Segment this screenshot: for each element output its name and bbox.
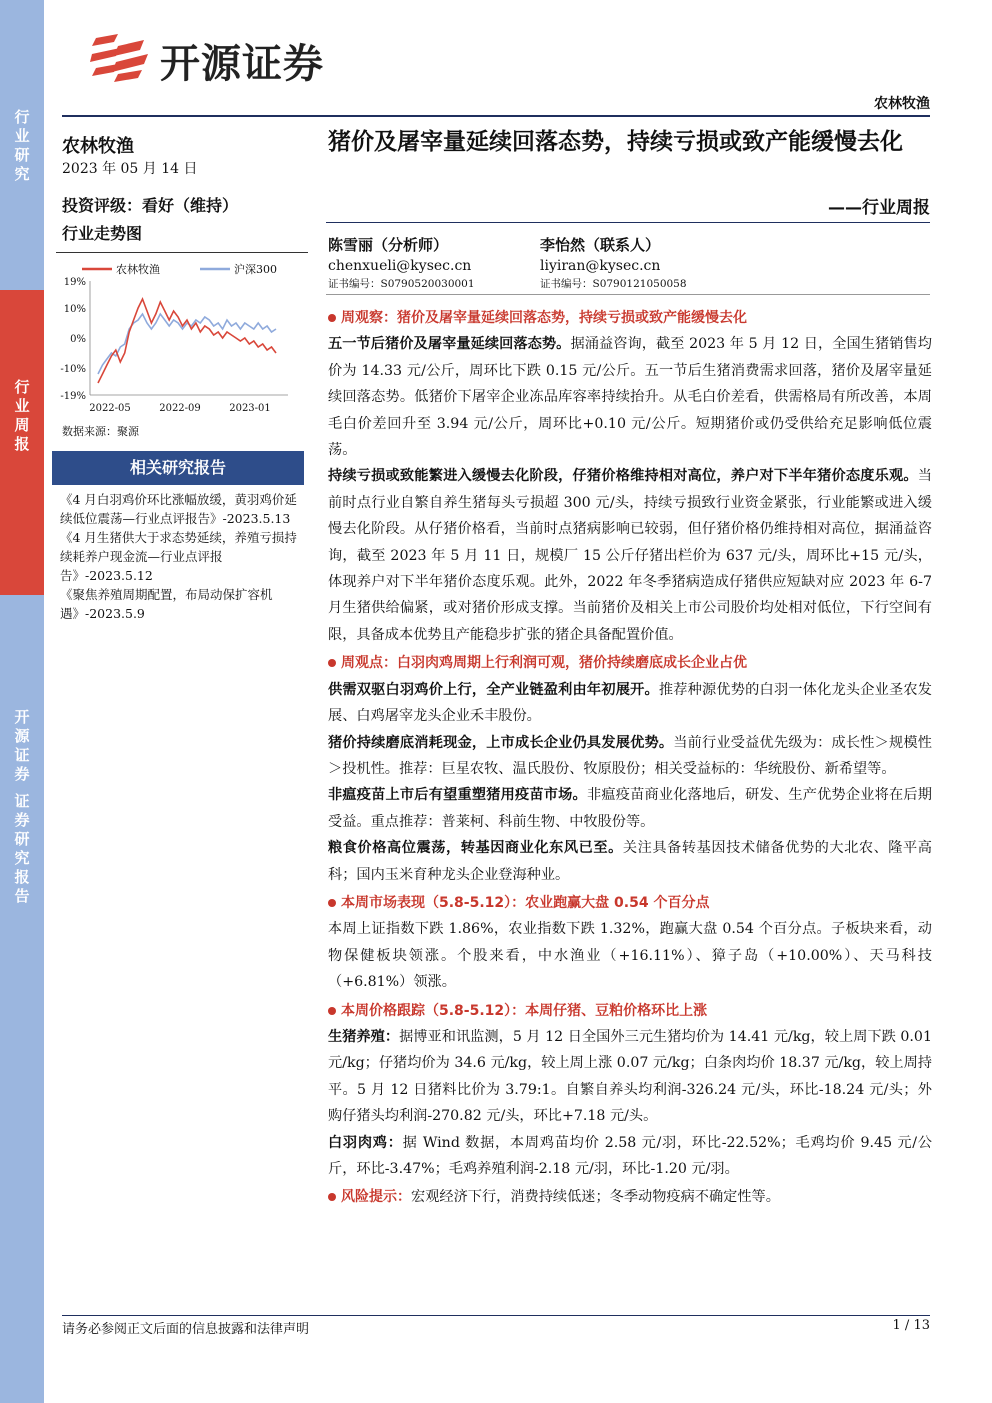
strip-char: 证 [14,746,30,764]
x-tick-label: 2022-09 [159,403,201,414]
author-name: 陈雪丽（分析师） [328,236,449,254]
y-tick-label: 0% [70,334,86,345]
footer-disclaimer: 请务必参阅正文后面的信息披露和法律声明 [62,1322,310,1337]
strip-char: 行 [14,378,30,396]
strip-char: 开 [14,708,30,726]
strip-char: 业 [14,127,30,145]
sector-name: 农林牧渔 [62,136,134,157]
y-tick-label: 19% [63,277,86,288]
strip-char: 券 [14,765,30,783]
page-number: 1 / 13 [892,1318,930,1333]
strip-label-bottom [0,708,44,906]
strip-char: 报 [14,868,30,886]
strip-char: 究 [14,165,30,183]
brand-logo [90,30,324,90]
paragraph: 生猪养殖：据博亚和讯监测，5 月 12 日全国外三元生猪均价为 14.41 元/kg，较上周下跌 0.01 元/kg；仔猪均价为 34.6 元/kg，较上周上涨 0.07 元/kg；白条肉均价 18.37 元/kg，较上周持平。5 月 12 日猪料比价为 3.79:1。自繁自养头均利润-326.24 元/头，环比-18.24 元/头；外购仔猪头均利润-270.82 元/头，环比+7.18 元/头。 [328,1028,932,1125]
author-cert: 证书编号：S0790121050058 [540,278,687,290]
bullet-icon [328,314,336,322]
related-reports-header: 相关研究报告 [52,451,304,485]
author-email[interactable]: liyiran@kysec.cn [540,258,661,274]
y-tick-label: -19% [60,391,86,402]
strip-char: 券 [14,811,30,829]
bullet-icon [328,899,336,907]
header-sector-tag: 农林牧渔 [874,96,930,112]
strip-label-top [0,108,44,184]
report-title: 猪价及屠宰量延续回落态势，持续亏损或致产能缓慢去化 [328,129,903,155]
related-reports-list [60,490,306,623]
bullet-icon [328,1007,336,1015]
x-tick-label: 2022-05 [89,403,131,414]
author-1 [328,234,475,291]
strip-char: 行 [14,108,30,126]
section-heading: 本周价格跟踪（5.8-5.12）：本周仔猪、豆粕价格环比上涨 [328,998,932,1024]
trend-chart-svg [56,253,308,421]
author-divider [326,294,930,295]
y-tick-label: 10% [63,304,86,315]
side-strip [0,0,44,1403]
series-line [98,299,276,383]
paragraph: 白羽肉鸡：据 Wind 数据，本周鸡苗均价 2.58 元/羽，环比-22.52%；毛鸡均价 9.45 元/公斤，环比-3.47%；毛鸡养殖利润-2.18 元/羽，环比-1.20 元/羽。 [328,1134,932,1177]
bullet-icon [328,1193,336,1201]
trend-chart [56,252,308,440]
logo-mark-icon [90,34,152,86]
section-heading: 本周市场表现（5.8-5.12）：农业跑赢大盘 0.54 个百分点 [328,890,932,916]
paragraph: 非瘟疫苗上市后有望重塑猪用疫苗市场。非瘟疫苗商业化落地后，研发、生产优势企业将在后期受益。重点推荐：普莱柯、科前生物、中牧股份等。 [328,787,932,830]
legend-label: 沪深300 [234,263,277,276]
related-report-link[interactable]: 《4 月白羽鸡价环比涨幅放缓，黄羽鸡价延续低位震荡—行业点评报告》-2023.5.13 [60,492,297,526]
strip-label-middle [0,378,44,454]
risk-warning: 风险提示：宏观经济下行，消费持续低迷；冬季动物疫病不确定性等。 [328,1184,932,1210]
related-report-link[interactable]: 《4 月生猪供大于求态势延续，养殖亏损持续耗养户现金流—行业点评报告》-2023.5.12 [60,530,297,583]
strip-char: 源 [14,727,30,745]
legend-label: 农林牧渔 [116,263,160,276]
header-divider [62,115,930,117]
strip-char: 周 [14,416,30,434]
section-heading: 周观察：猪价及屠宰量延续回落态势，持续亏损或致产能缓慢去化 [328,305,932,331]
title-divider [326,222,930,223]
paragraph: 粮食价格高位震荡，转基因商业化东风已至。关注具备转基因技术储备优势的大北农、隆平高科；国内玉米育种龙头企业登海种业。 [328,840,932,883]
paragraph: 猪价持续磨底消耗现金，上市成长企业仍具发展优势。当前行业受益优先级为：成长性＞规模性＞投机性。推荐：巨星农牧、温氏股份、牧原股份；相关受益标的：华统股份、新希望等。 [328,734,932,777]
strip-char: 业 [14,397,30,415]
trend-title: 行业走势图 [62,224,143,243]
paragraph: 持续亏损或致能繁进入缓慢去化阶段，仔猪价格维持相对高位，养户对下半年猪价态度乐观。当前时点行业自繁自养生猪每头亏损超 300 元/头，持续亏损致行业资金紧张，行业能繁或进入缓慢去化阶段。从仔猪价格看，当前时点猪病影响已较弱，但仔猪价格仍维持相对高位，据涌益咨询，截至 2023 年 5 月 11 日，规模厂 15 公斤仔猪出栏价为 637 元/头，周环比+15 元/头，体现养户对下半年猪价态度乐观。此外，2022 年冬季猪病造成仔猪供应短缺对应 2023 年 6-7 月生猪供给偏紧，或对猪价形成支撑。当前猪价及相关上市公司股价均处相对低位，下行空间有限，具备成本优势且产能稳步扩张的猪企具备配置价值。 [328,468,932,643]
chart-source: 数据来源：聚源 [62,425,139,438]
strip-char: 究 [14,849,30,867]
section-heading: 周观点：白羽肉鸡周期上行利润可观，猪价持续磨底成长企业占优 [328,650,932,676]
investment-rating: 投资评级：看好（维持） [62,196,239,215]
paragraph: 本周上证指数下跌 1.86%，农业指数下跌 1.32%，跑赢大盘 0.54 个百分点。子板块来看，动物保健板块领涨。个股来看，中水渔业（+16.11%）、獐子岛（+10.00%）、天马科技（+6.81%）领涨。 [328,921,932,991]
strip-char: 告 [14,887,30,905]
y-tick-label: -10% [60,364,86,375]
author-2 [540,234,687,291]
strip-char: 证 [14,792,30,810]
report-subtitle: ——行业周报 [828,198,930,218]
author-name: 李怡然（联系人） [540,236,661,254]
author-email[interactable]: chenxueli@kysec.cn [328,258,472,274]
report-date: 2023 年 05 月 14 日 [62,161,198,177]
footer-divider [62,1315,930,1316]
related-report-link[interactable]: 《聚焦养殖周期配置，布局动保扩容机遇》-2023.5.9 [60,587,273,621]
paragraph: 五一节后猪价及屠宰量延续回落态势。据涌益咨询，截至 2023 年 5 月 12 日，全国生猪销售均价为 14.33 元/公斤，周环比下跌 0.15 元/公斤。五一节后生猪消费需求回落，猪价及屠宰量延续回落态势。低猪价下屠宰企业冻品库容率持续抬升。从毛白价差看，供需格局有所改善，本周毛白价差回升至 3.94 元/公斤，周环比+0.10 元/公斤。短期猪价或仍受供给充足影响低位震荡。 [328,336,932,459]
x-tick-label: 2023-01 [229,403,271,414]
brand-name: 开源证券 [160,40,324,87]
report-body [328,305,932,1211]
bullet-icon [328,659,336,667]
author-cert: 证书编号：S0790520030001 [328,278,475,290]
strip-char: 研 [14,146,30,164]
strip-char: 研 [14,830,30,848]
paragraph: 供需双驱白羽鸡价上行，全产业链盈利由年初展开。推荐种源优势的白羽一体化龙头企业圣农发展、白鸡屠宰龙头企业禾丰股份。 [328,681,932,725]
strip-char: 报 [14,435,30,453]
